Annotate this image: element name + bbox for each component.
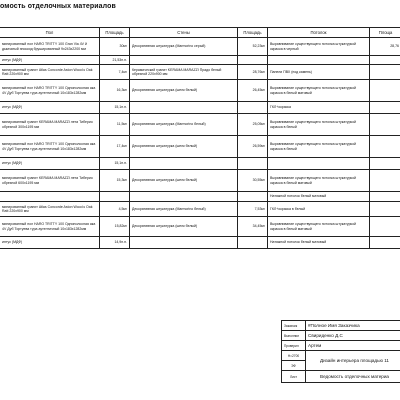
row-floor: минированный гранит Atlas Concorde Aston Wood к Oak Ratt 220x900 мм (0, 65, 100, 80)
row-ceiling-area (370, 56, 400, 65)
checked-value: Артем (306, 341, 400, 351)
row-ceiling-area (370, 114, 400, 136)
header-floor: Пол (0, 28, 100, 38)
executor-value: Свириденко Д.С (306, 331, 400, 341)
row-walls: Декоративная штукатурка (шелк белый) (130, 217, 238, 237)
row-floor-area: 21,53п.п. (100, 56, 130, 65)
row-walls-area (238, 237, 268, 249)
row-floor-area: 16,3м² (100, 80, 130, 102)
header-walls: Стены (130, 28, 238, 38)
table-row (0, 80, 400, 102)
header-ceiling: Потолок (268, 28, 370, 38)
row-walls-area (238, 102, 268, 114)
table-row (0, 237, 400, 249)
row-walls-area (238, 192, 268, 202)
row-walls-area: 25,05м² (238, 114, 268, 136)
executor-label: Выполнил (282, 331, 306, 341)
row-ceiling-area (370, 136, 400, 158)
row-ceiling: ГКЛ+окраска в белый (268, 202, 370, 217)
header-walls-area: Площадь (238, 28, 268, 38)
table-row (0, 114, 400, 136)
sheet-title: Ведомость отделочных материа (306, 371, 400, 383)
row-walls-area: 28,76м² (238, 65, 268, 80)
row-ceiling: Выравнивание существующего потолка штукатуркой окраска в белый (268, 136, 370, 158)
project-title: Дизайн интерьера площадью 11 (306, 351, 400, 371)
row-walls: Керамический гранит KERAMA MARAZZI Прадо белый обрезной 220x900 мм (130, 65, 238, 80)
row-floor-area: 7,4м² (100, 65, 130, 80)
row-ceiling: Натяжной потолок белый матовый (268, 237, 370, 249)
row-walls: Декоративная штукатурка (шелк белый) (130, 170, 238, 192)
row-ceiling-area (370, 192, 400, 202)
row-floor-area: 15,1п.п. (100, 102, 130, 114)
row-walls (130, 56, 238, 65)
row-ceiling-area (370, 65, 400, 80)
row-walls-area: 34,45м² (238, 217, 268, 237)
row-ceiling: Выравнивание существующего потолка штукатуркой окраска в белый матовый (268, 80, 370, 102)
row-ceiling-area (370, 202, 400, 217)
table-row (0, 56, 400, 65)
row-floor: минированный гранит KERAMA MARAZZI лета Тиберио обрезной 300x1195 мм (0, 114, 100, 136)
row-ceiling-area (370, 80, 400, 102)
row-ceiling-area (370, 237, 400, 249)
row-floor: минированный пол HARO TRITTY 100 Gran Via 4V й дымчатый эпоксид брушированный 9x243x2200 мм (0, 38, 100, 56)
row-floor-area: 14,9п.п. (100, 237, 130, 249)
row-floor-area: 15,1п.п. (100, 158, 130, 170)
row-walls-area (238, 56, 268, 65)
code-label: Н=2700 (282, 351, 306, 361)
row-floor-area: 4,5м² (100, 202, 130, 217)
row-ceiling: Панели ПВХ (под камень) (268, 65, 370, 80)
table-row (0, 192, 400, 202)
row-walls: Декоративная штукатурка (Marmorino серый) (130, 38, 238, 56)
row-walls-area: 26,45м² (238, 80, 268, 102)
row-ceiling: Натяжной потолок белый матовый (268, 192, 370, 202)
row-walls (130, 237, 238, 249)
code2-label: ЭФ (282, 361, 306, 371)
row-walls (130, 102, 238, 114)
row-ceiling: Выравнивание существующего потолка штукатуркой окраска в белый матовый (268, 217, 370, 237)
row-walls-area (238, 158, 268, 170)
row-ceiling (268, 158, 370, 170)
page-title: омость отделочных материалов (0, 3, 116, 10)
customer-value: #Полное Имя Заказчика (306, 321, 400, 331)
row-floor-area: 30м² (100, 38, 130, 56)
row-walls-area: 52,23м² (238, 38, 268, 56)
row-floor: интус (МДФ) (0, 237, 100, 249)
table-row (0, 102, 400, 114)
table-header-row (0, 28, 400, 38)
checked-label: Проверил (282, 341, 306, 351)
row-floor-area: 15,3м² (100, 170, 130, 192)
header-ceiling-area: Площа (370, 28, 400, 38)
row-floor-area (100, 192, 130, 202)
row-walls: Декоративная штукатурка (шелк белый) (130, 136, 238, 158)
table-row (0, 136, 400, 158)
header-floor-area: Площадь (100, 28, 130, 38)
row-floor-area: 11,5м² (100, 114, 130, 136)
table-row (0, 65, 400, 80)
title-block (281, 320, 400, 383)
row-floor: минированный пол HARO TRITTY 100 Однополосная ака 4V Дуб Тортуева туpa аутентичный 10x183x1282мм (0, 136, 100, 158)
row-walls (130, 192, 238, 202)
row-floor-area: 17,4м² (100, 136, 130, 158)
row-floor (0, 192, 100, 202)
row-walls (130, 158, 238, 170)
row-walls-area: 7,53м² (238, 202, 268, 217)
row-ceiling-area (370, 170, 400, 192)
row-walls: Декоративная штукатурка (шелк белый) (130, 80, 238, 102)
row-floor-area: 15,82м² (100, 217, 130, 237)
row-floor: минированный пол HARO TRITTY 100 Однополосная ака 4V Дуб Тортуева туpa аутентичный 10x183x1282мм (0, 217, 100, 237)
table-row (0, 217, 400, 237)
row-walls: Декоративная штукатурка (Marmorino белый) (130, 202, 238, 217)
row-walls-area: 26,59м² (238, 136, 268, 158)
row-floor: интус (МДФ) (0, 56, 100, 65)
row-floor: интус (МДФ) (0, 102, 100, 114)
row-floor: минированный гранит Atlas Concorde Aston Wood к Oak Ratt 220x900 мм (0, 202, 100, 217)
row-ceiling-area: 28,76 (370, 38, 400, 56)
row-ceiling-area (370, 158, 400, 170)
row-walls: Декоративная штукатурка (Marmorino белый) (130, 114, 238, 136)
row-ceiling (268, 56, 370, 65)
row-walls-area: 30,55м² (238, 170, 268, 192)
table-row (0, 170, 400, 192)
row-ceiling: Выравнивание существующего потолка штукатуркой окраска в белый матовый (268, 170, 370, 192)
row-floor: минированный гранит KERAMA MARAZZI лета Тиберио обрезной 600x1195 мм (0, 170, 100, 192)
row-ceiling-area (370, 217, 400, 237)
row-ceiling: Выравнивание существующего потолка штукатуркой окраска в белый (268, 114, 370, 136)
row-floor: интус (МДФ) (0, 158, 100, 170)
row-ceiling: ГКЛ+окраска (268, 102, 370, 114)
sheet-label: Лист (282, 371, 306, 383)
row-floor: минированный пол HARO TRITTY 100 Однополосная ака 4V Дуб Тортуева туpa аутентичный 10x183x1282мм (0, 80, 100, 102)
customer-label: Заказчик (282, 321, 306, 331)
finishing-materials-table (0, 27, 400, 249)
row-ceiling: Выравнивание существующего потолка штукатуркой окраска в черный (268, 38, 370, 56)
table-row (0, 202, 400, 217)
row-ceiling-area (370, 102, 400, 114)
table-row (0, 158, 400, 170)
table-row (0, 38, 400, 56)
